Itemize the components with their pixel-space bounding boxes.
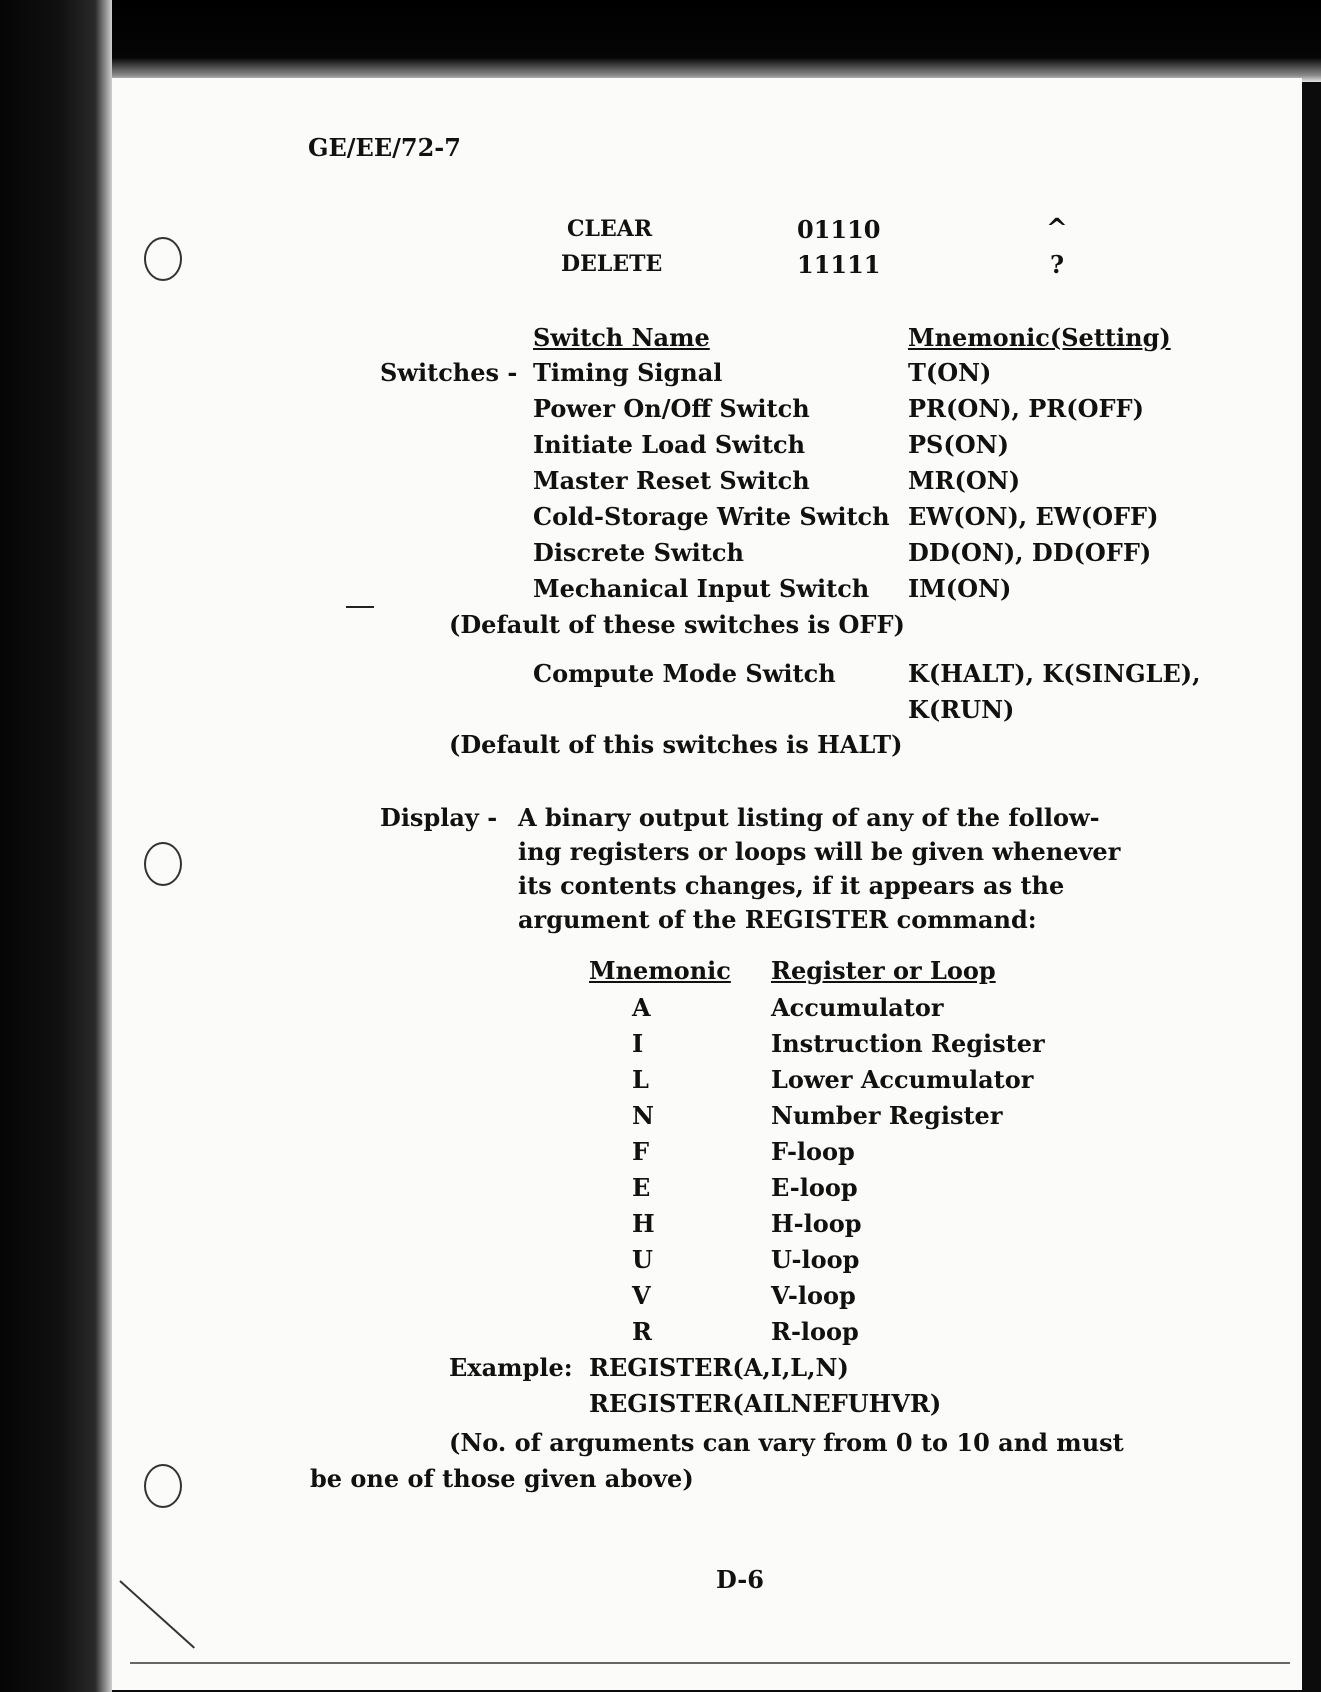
- register-description: H-loop: [771, 1209, 862, 1238]
- example-command-1: REGISTER(A,I,L,N): [589, 1353, 849, 1382]
- register-mnemonic: L: [632, 1065, 649, 1094]
- register-column-header: Register or Loop: [771, 956, 996, 985]
- display-description-line: ing registers or loops will be given whenever: [518, 837, 1121, 866]
- scan-top-edge: [112, 0, 1321, 82]
- register-description: Lower Accumulator: [771, 1065, 1034, 1094]
- display-description-line: its contents changes, if it appears as the: [518, 871, 1065, 900]
- compute-mode-switch-name: Compute Mode Switch: [533, 659, 836, 688]
- code-symbol-clear: ^: [1046, 214, 1068, 244]
- switch-mnemonic-row: PS(ON): [908, 430, 1009, 459]
- switch-name-row: Mechanical Input Switch: [533, 574, 870, 603]
- example-label: Example:: [449, 1353, 573, 1382]
- punch-hole-bottom: [144, 1464, 182, 1508]
- register-description: Instruction Register: [771, 1029, 1045, 1058]
- mnemonic-setting-column-header: Mnemonic(Setting): [908, 323, 1171, 352]
- mnemonic-column-header: Mnemonic: [589, 956, 731, 985]
- switch-mnemonic-row: EW(ON), EW(OFF): [908, 502, 1159, 531]
- code-name-delete: DELETE: [561, 251, 663, 277]
- example-command-2: REGISTER(AILNEFUHVR): [589, 1389, 942, 1418]
- switch-mnemonic-row: T(ON): [908, 358, 992, 387]
- register-mnemonic: H: [632, 1209, 655, 1238]
- switches-section-label: Switches -: [380, 358, 518, 387]
- page-number: D-6: [716, 1565, 764, 1594]
- compute-mode-mnemonic-line-2: K(RUN): [908, 695, 1015, 724]
- display-section-label: Display -: [380, 803, 498, 832]
- register-mnemonic: V: [632, 1281, 651, 1310]
- switch-name-row: Master Reset Switch: [533, 466, 810, 495]
- switch-mnemonic-row: PR(ON), PR(OFF): [908, 394, 1144, 423]
- register-description: Accumulator: [771, 993, 944, 1022]
- register-mnemonic: A: [632, 993, 651, 1022]
- code-symbol-delete: ?: [1050, 250, 1065, 279]
- register-description: E-loop: [771, 1173, 858, 1202]
- switch-mnemonic-row: DD(ON), DD(OFF): [908, 538, 1152, 567]
- register-mnemonic: N: [632, 1101, 654, 1130]
- register-mnemonic: U: [632, 1245, 653, 1274]
- register-description: F-loop: [771, 1137, 855, 1166]
- code-value-clear: 01110: [797, 215, 881, 244]
- switch-mnemonic-row: MR(ON): [908, 466, 1021, 495]
- punch-hole-middle: [144, 842, 182, 886]
- display-description-line: A binary output listing of any of the follow-: [518, 803, 1100, 832]
- switch-name-row: Cold-Storage Write Switch: [533, 502, 890, 531]
- compute-mode-mnemonic-line-1: K(HALT), K(SINGLE),: [908, 659, 1201, 688]
- switch-name-column-header: Switch Name: [533, 323, 710, 352]
- compute-mode-default-note: (Default of this switches is HALT): [449, 730, 903, 759]
- register-description: V-loop: [771, 1281, 856, 1310]
- register-description: R-loop: [771, 1317, 859, 1346]
- code-value-delete: 11111: [797, 250, 881, 279]
- switch-name-row: Initiate Load Switch: [533, 430, 806, 459]
- switch-mnemonic-row: IM(ON): [908, 574, 1012, 603]
- register-mnemonic: R: [632, 1317, 652, 1346]
- switch-name-row: Discrete Switch: [533, 538, 744, 567]
- register-description: Number Register: [771, 1101, 1003, 1130]
- arguments-note-line-1: (No. of arguments can vary from 0 to 10 and must: [449, 1428, 1124, 1457]
- register-mnemonic: E: [632, 1173, 651, 1202]
- margin-dash: [346, 606, 374, 608]
- switch-name-row: Timing Signal: [533, 358, 723, 387]
- display-description-line: argument of the REGISTER command:: [518, 905, 1037, 934]
- arguments-note-line-2: be one of those given above): [310, 1464, 694, 1493]
- binder-edge: [0, 0, 112, 1692]
- register-description: U-loop: [771, 1245, 860, 1274]
- switches-default-note: (Default of these switches is OFF): [449, 610, 905, 639]
- report-id: GE/EE/72-7: [308, 133, 461, 162]
- code-name-clear: CLEAR: [567, 216, 653, 242]
- register-mnemonic: F: [632, 1137, 650, 1166]
- switch-name-row: Power On/Off Switch: [533, 394, 810, 423]
- bottom-rule: [130, 1662, 1290, 1664]
- register-mnemonic: I: [632, 1029, 644, 1058]
- punch-hole-top: [144, 237, 182, 281]
